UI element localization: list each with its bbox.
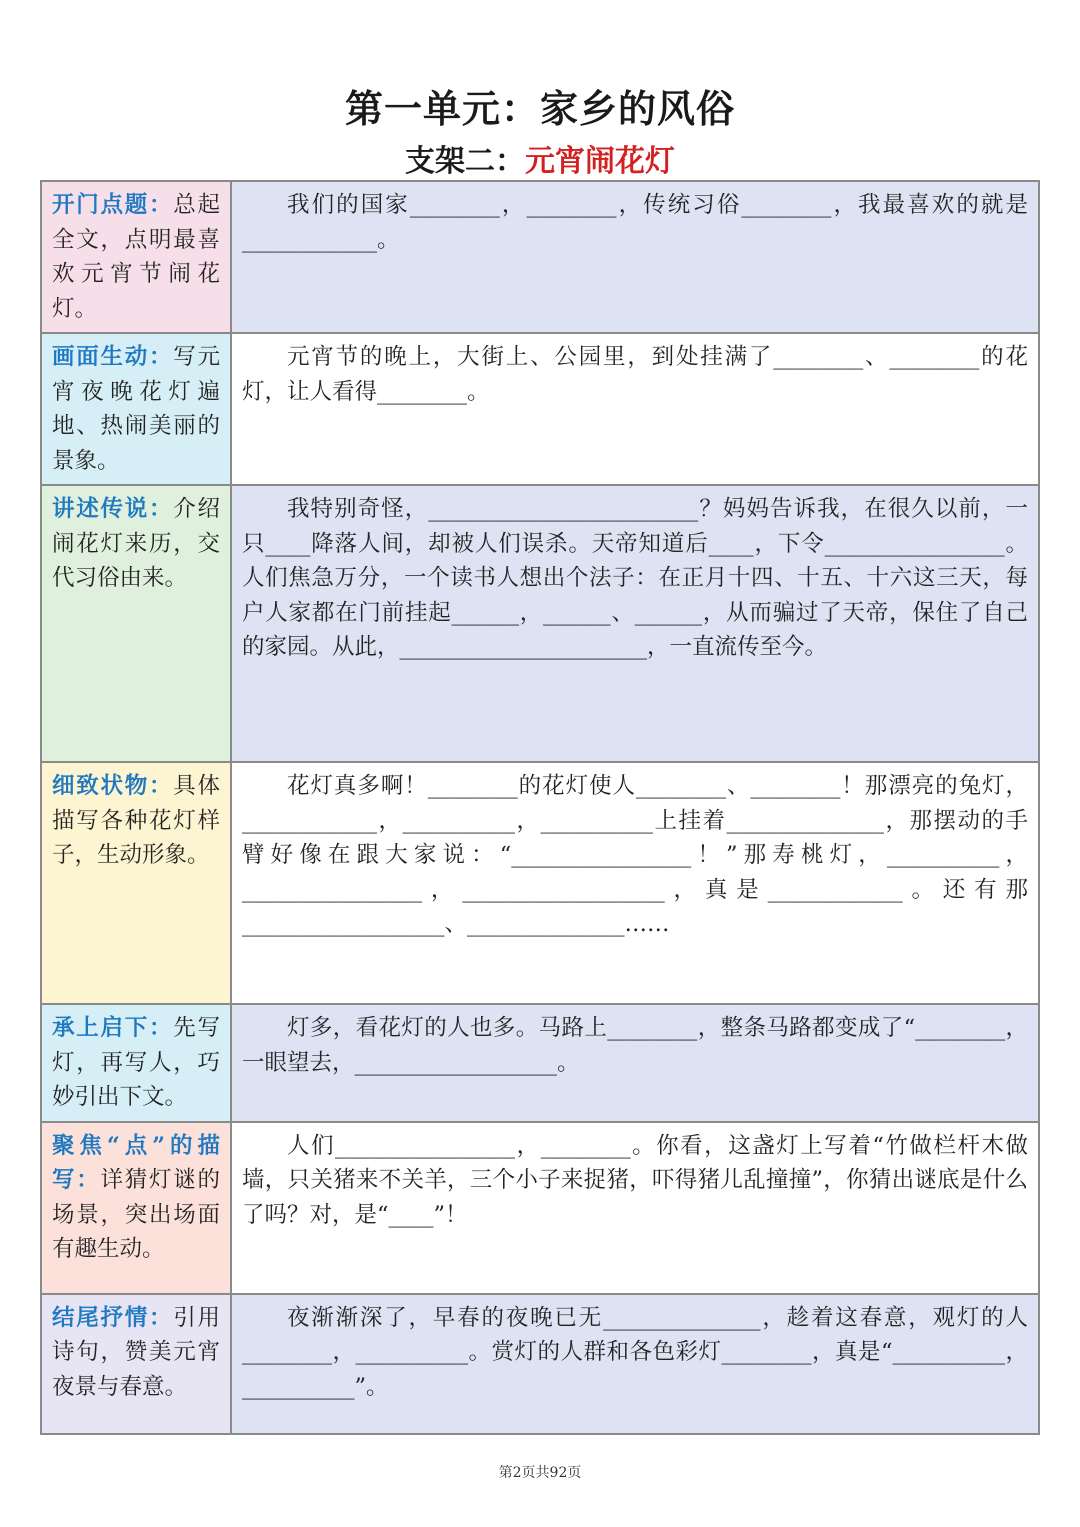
table-row [41,181,1039,333]
row-label-body: 引用诗句，赞美元宵夜景与春意。 [52,1304,220,1400]
row-content-text: 人们________________，________。你看，这盏灯上写着“竹做栏杆木做墙，只关猪来不关羊，三个小子来捉猪，吓得猪儿乱撞撞”，你猜出谜底是什么了吗？对，是“____”！ [242,1132,1028,1228]
row-label-head: 聚焦“点”的描写： [52,1132,220,1193]
writing-frame-table [40,180,1040,1435]
row-label-head: 结尾抒情： [52,1304,174,1331]
row-content [231,1004,1039,1122]
table-row [41,1122,1039,1294]
row-label-head: 开门点题： [52,192,174,218]
row-label-head: 画面生动： [52,344,174,370]
table-row [41,1004,1039,1122]
row-content-text: 我特别奇怪，________________________？妈妈告诉我，在很久以前，一只____降落人间，却被人们误杀。天帝知道后____，下令________________。人们焦急万分，一个读书人想出个法子：在正月十四、十五、十六这三天，每户人家都在门前挂起______，______、______，从而骗过了天帝，保住了自己的家园。从此，______________________，一直流传至今。 [242,496,1028,660]
row-label-body: 具体描写各种花灯样子，生动形象。 [52,773,220,868]
row-label-body: 先写灯，再写人，巧妙引出下文。 [52,1015,220,1110]
row-content [231,1122,1039,1294]
row-content-text: 元宵节的晚上，大街上、公园里，到处挂满了________、________的花灯，让人看得________。 [242,344,1028,405]
row-content-text: 夜渐渐深了，早春的夜晚已无______________，趁着这春意，观灯的人________，__________。赏灯的人群和各色彩灯________，真是“__________，__________”。 [242,1304,1028,1400]
row-label [41,1004,231,1122]
row-content [231,333,1039,485]
row-content [231,762,1039,1004]
subtitle-highlight: 元宵闹花灯 [525,144,675,184]
subtitle-prefix: 支架二： [405,144,525,179]
row-label [41,485,231,762]
row-content [231,485,1039,762]
row-content-text: 花灯真多啊！________的花灯使人________、________！那漂亮的兔灯，____________，__________，__________上挂着______________，那摆动的手臂好像在跟大家说：“________________！”那寿桃灯，__________，________________，__________________，真是____________。还有那__________________、______________…… [242,773,1028,937]
row-content-text: 灯多，看花灯的人也多。马路上________，整条马路都变成了“________，一眼望去，__________________。 [242,1015,1028,1076]
page-footer: 第2页共92页 [498,1465,582,1481]
row-label-head: 细致状物： [52,773,174,799]
row-label-body: 详猜灯谜的场景，突出场面有趣生动。 [52,1167,220,1262]
row-label-head: 讲述传说： [52,496,174,522]
row-label-body: 写元宵夜晚花灯遍地、热闹美丽的景象。 [52,344,220,474]
row-label [41,1294,231,1434]
table-row [41,762,1039,1004]
page-subtitle [0,136,1080,180]
row-label-body: 介绍闹花灯来历，交代习俗由来。 [52,496,220,591]
row-label [41,181,231,333]
row-label [41,1122,231,1294]
page-title: 第一单元：家乡的风俗 [344,87,735,131]
row-label [41,762,231,1004]
row-label-body: 总起全文，点明最喜欢元宵节闹花灯。 [52,192,220,322]
table-row [41,485,1039,762]
table-row [41,1294,1039,1434]
row-content-text: 我们的国家________，________，传统习俗________，我最喜欢的就是____________。 [242,192,1028,253]
row-content [231,1294,1039,1434]
row-label-head: 承上启下： [52,1015,174,1041]
row-label [41,333,231,485]
row-content [231,181,1039,333]
table-row [41,333,1039,485]
